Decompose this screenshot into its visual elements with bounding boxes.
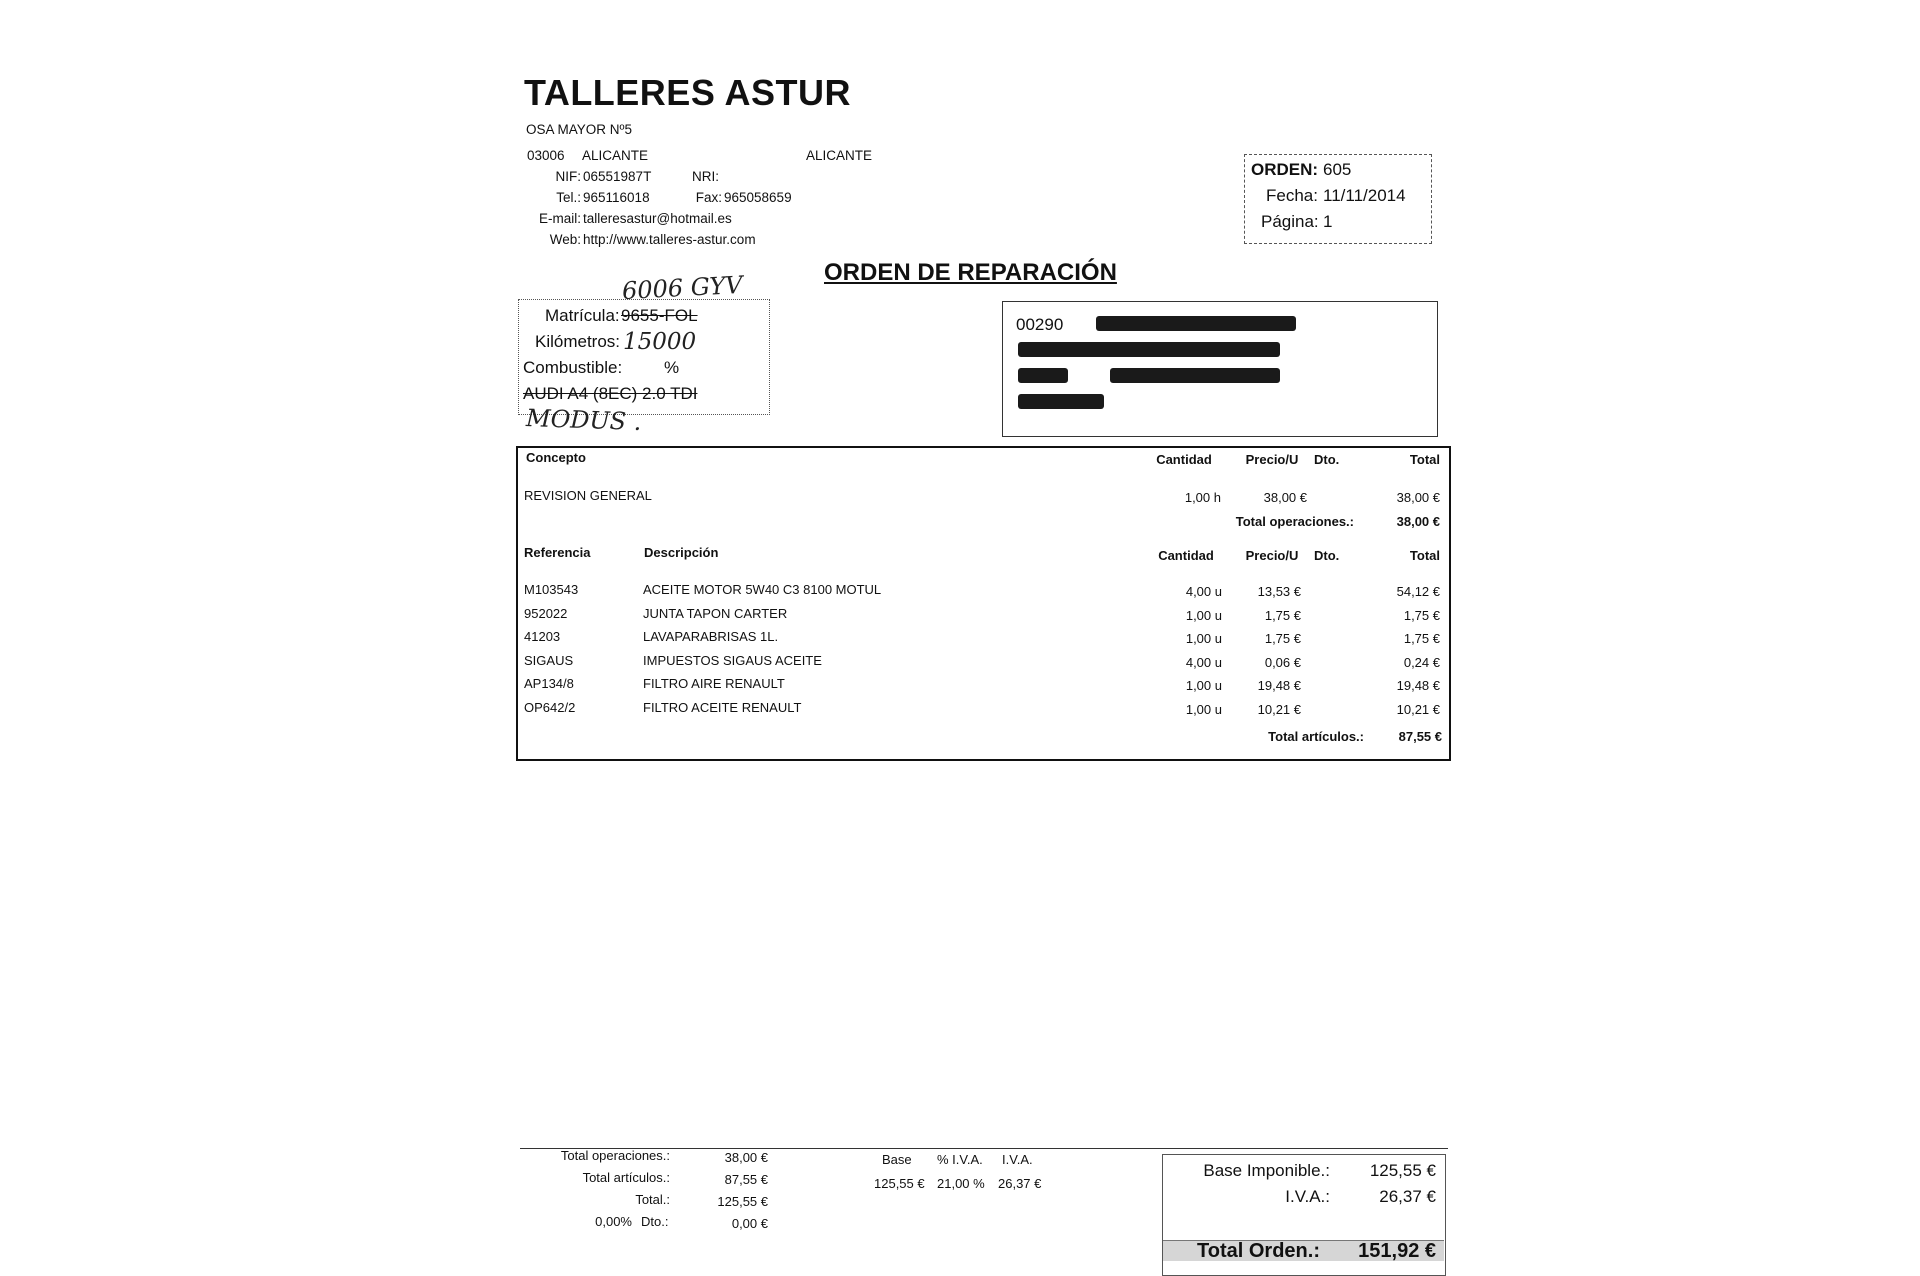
fuel-unit: % [664, 358, 680, 377]
company-address: OSA MAYOR Nº5 [526, 122, 632, 137]
article-ref: OP642/2 [524, 699, 576, 715]
ops-header-cantidad: Cantidad [1156, 452, 1212, 467]
company-province: ALICANTE [806, 148, 873, 163]
arts-total-value: 87,55 € [1398, 729, 1442, 744]
redacted-customer-postal-code [1018, 368, 1068, 383]
ops-row-cantidad: 1,00 h [1184, 490, 1221, 505]
iva-table-pct: 21,00 % [937, 1176, 985, 1191]
arts-header-total: Total [1409, 548, 1440, 563]
email-label: E-mail: [538, 211, 581, 226]
iva-table-pct-label: % I.V.A. [937, 1152, 983, 1167]
arts-header-dto: Dto. [1314, 548, 1340, 563]
grand-total-label: Total Orden.: [1197, 1240, 1320, 1262]
article-unit-price: 1,75 € [1264, 607, 1301, 623]
fax-value: 965058659 [724, 190, 792, 205]
iva-table-iva-label: I.V.A. [1002, 1152, 1033, 1167]
ops-row-precio: 38,00 € [1263, 490, 1307, 505]
base-imponible-value: 125,55 € [1369, 1161, 1436, 1180]
redacted-customer-street [1018, 342, 1280, 357]
article-ref: AP134/8 [524, 676, 574, 691]
article-description: ACEITE MOTOR 5W40 C3 8100 MOTUL [643, 582, 882, 597]
order-date: 11/11/2014 [1323, 186, 1406, 205]
article-total: 1,75 € [1403, 631, 1440, 646]
article-description: FILTRO ACEITE RENAULT [643, 699, 802, 715]
article-total: 1,75 € [1403, 607, 1440, 623]
ops-header-precio: Precio/U [1245, 452, 1299, 467]
iva-table-iva: 26,37 € [998, 1176, 1042, 1191]
handwritten-plate: 6006 GYV [621, 270, 744, 306]
article-total: 19,48 € [1396, 678, 1440, 693]
ops-row-total: 38,00 € [1396, 490, 1440, 505]
article-unit-price: 1,75 € [1264, 631, 1301, 646]
company-postal-code: 03006 [527, 148, 565, 163]
summary-ops-value: 38,00 € [724, 1150, 768, 1165]
order-page: 1 [1323, 212, 1333, 231]
email-value: talleresastur@hotmail.es [583, 211, 732, 226]
article-unit-price: 0,06 € [1264, 654, 1301, 670]
ops-header-concepto: Concepto [526, 450, 586, 465]
web-label: Web: [549, 232, 581, 247]
ops-total-label: Total operaciones.: [1235, 514, 1354, 529]
summary-arts-value: 87,55 € [724, 1172, 768, 1187]
article-ref: M103543 [524, 582, 579, 597]
order-number-label: ORDEN: [1251, 160, 1319, 179]
redacted-customer-phone [1018, 394, 1104, 409]
arts-header-referencia: Referencia [524, 545, 591, 560]
company-city: ALICANTE [582, 148, 649, 163]
article-ref: 952022 [524, 605, 568, 621]
article-description: LAVAPARABRISAS 1L. [643, 629, 779, 644]
article-unit-price: 19,48 € [1257, 678, 1301, 693]
summary-total-label: Total.: [635, 1192, 670, 1207]
summary-dto-pct: 0,00% [595, 1214, 632, 1229]
model-printed: AUDI A4 (8EC) 2.0 TDI [523, 384, 698, 403]
article-ref: SIGAUS [524, 652, 574, 668]
article-description: FILTRO AIRE RENAULT [643, 676, 785, 691]
iva-value: 26,37 € [1379, 1187, 1436, 1206]
order-date-label: Fecha: [1266, 186, 1318, 205]
km-handwritten: 15000 [623, 329, 697, 355]
arts-header-cantidad: Cantidad [1158, 548, 1214, 563]
article-description: JUNTA TAPON CARTER [643, 605, 788, 621]
customer-code: 00290 [1016, 315, 1064, 334]
arts-total-label: Total artículos.: [1268, 729, 1364, 744]
tel-label: Tel.: [556, 190, 581, 205]
ops-total-value: 38,00 € [1396, 514, 1440, 529]
base-imponible-label: Base Imponible.: [1203, 1161, 1330, 1180]
grand-total-value: 151,92 € [1358, 1240, 1436, 1262]
article-total: 54,12 € [1396, 584, 1440, 599]
arts-header-descripcion: Descripción [644, 545, 719, 560]
article-description: IMPUESTOS SIGAUS ACEITE [643, 652, 822, 668]
nif-label: NIF: [555, 169, 581, 184]
article-unit-price: 10,21 € [1257, 701, 1301, 717]
order-page-label: Página: [1261, 212, 1319, 231]
ops-header-total: Total [1409, 452, 1440, 467]
article-quantity: 1,00 u [1185, 701, 1222, 717]
iva-table-base-label: Base [882, 1152, 912, 1167]
fuel-label: Combustible: [523, 358, 623, 377]
article-total: 0,24 € [1403, 654, 1440, 670]
arts-header-precio: Precio/U [1245, 548, 1299, 563]
summary-dto-label: Dto.: [641, 1214, 669, 1229]
plate-printed: 9655-FOL [621, 306, 698, 325]
km-label: Kilómetros: [535, 332, 621, 351]
article-total: 10,21 € [1396, 701, 1440, 717]
article-quantity: 4,00 u [1185, 654, 1222, 670]
article-ref: 41203 [524, 629, 561, 644]
redacted-customer-name [1096, 316, 1296, 331]
summary-dto-value: 0,00 € [731, 1216, 768, 1231]
ops-header-dto: Dto. [1314, 452, 1340, 467]
document-title: ORDEN DE REPARACIÓN [824, 259, 1117, 286]
article-unit-price: 13,53 € [1257, 584, 1301, 599]
article-quantity: 1,00 u [1185, 678, 1222, 693]
summary-arts-label: Total artículos.: [582, 1170, 670, 1185]
redacted-customer-city [1110, 368, 1280, 383]
nif-value: 06551987T [583, 169, 652, 184]
nri-label: NRI: [692, 169, 719, 184]
article-quantity: 1,00 u [1185, 607, 1222, 623]
fax-label: Fax: [695, 190, 722, 205]
model-handwritten: MODUS . [525, 403, 642, 437]
iva-label: I.V.A.: [1285, 1187, 1330, 1206]
ops-row-concepto: REVISION GENERAL [524, 488, 652, 503]
iva-table-base: 125,55 € [874, 1176, 925, 1191]
company-name: TALLERES ASTUR [524, 72, 851, 113]
article-quantity: 1,00 u [1185, 631, 1222, 646]
article-quantity: 4,00 u [1185, 584, 1222, 599]
plate-label: Matrícula: [545, 306, 620, 325]
web-value: http://www.talleres-astur.com [583, 232, 756, 247]
order-number: 605 [1323, 160, 1352, 179]
summary-ops-label: Total operaciones.: [560, 1148, 670, 1163]
summary-total-value: 125,55 € [717, 1194, 768, 1209]
tel-value: 965116018 [583, 190, 650, 205]
